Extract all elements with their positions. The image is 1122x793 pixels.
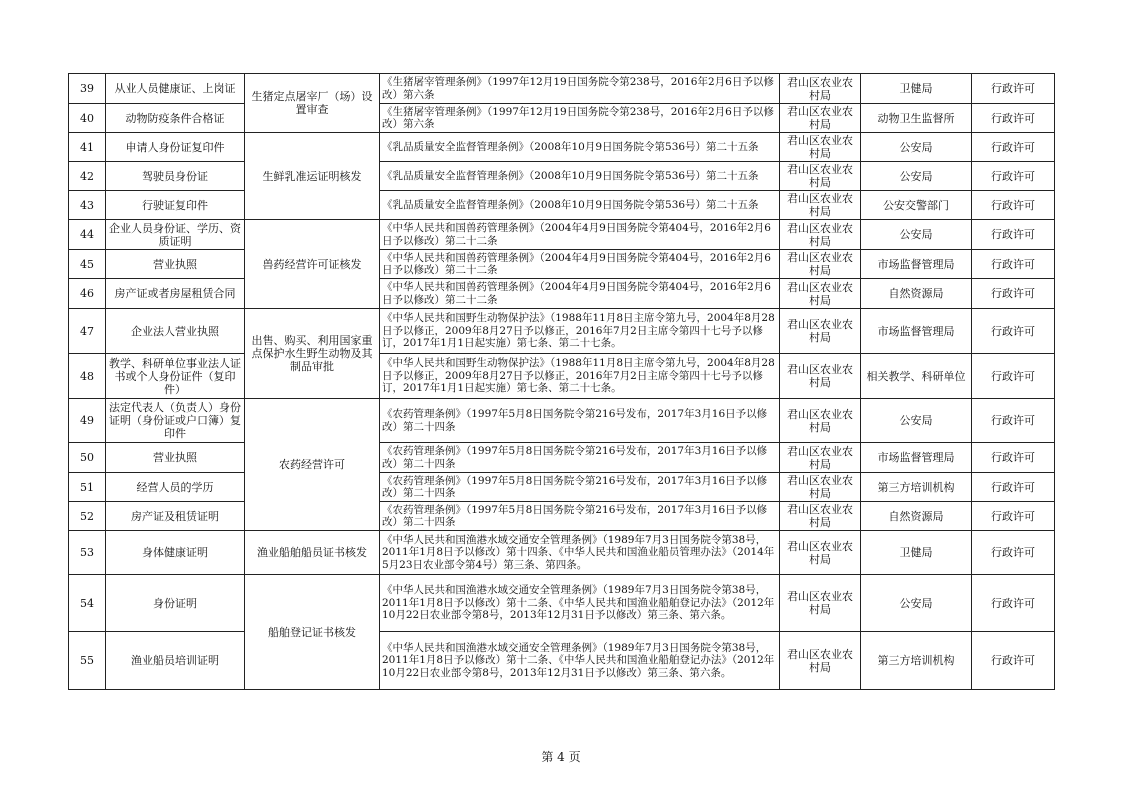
row-number: 43: [69, 191, 106, 220]
row-number: 54: [69, 575, 106, 632]
table-row: [69, 502, 1055, 531]
type-cell: 行政许可: [972, 309, 1055, 354]
table-row: [69, 632, 1055, 690]
table-row: [69, 220, 1055, 250]
basis-cell: 《中华人民共和国渔港水域交通安全管理条例》（1989年7月3日国务院令第38号，2011年1月8日予以修改）第十二条、《中华人民共和国渔业船舶登记办法》（2012年10月22日农业部令第8号，2013年12月31日予以修改）第三条、第六条。: [380, 632, 780, 690]
item-cell: 生猪定点屠宰厂（场）设置审查: [245, 74, 380, 133]
table-row: [69, 279, 1055, 309]
basis-cell: 《农药管理条例》（1997年5月8日国务院令第216号发布，2017年3月16日予以修改）第二十四条: [380, 473, 780, 502]
row-number: 51: [69, 473, 106, 502]
dept-cell: 市场监督管理局: [861, 443, 972, 473]
type-cell: 行政许可: [972, 162, 1055, 191]
type-cell: 行政许可: [972, 443, 1055, 473]
material-cell: 企业法人营业执照: [106, 309, 245, 354]
material-cell: 房产证及租赁证明: [106, 502, 245, 531]
item-cell: 出售、购买、利用国家重点保护水生野生动物及其制品审批: [245, 309, 380, 399]
dept-cell: 自然资源局: [861, 279, 972, 309]
org-cell: 君山区农业农村局: [780, 309, 861, 354]
org-cell: 君山区农业农村局: [780, 250, 861, 279]
table-row: [69, 399, 1055, 443]
type-cell: 行政许可: [972, 191, 1055, 220]
basis-cell: 《中华人民共和国兽药管理条例》（2004年4月9日国务院令第404号，2016年2月6日予以修改）第二十二条: [380, 220, 780, 250]
row-number: 44: [69, 220, 106, 250]
basis-cell: 《乳品质量安全监督管理条例》（2008年10月9日国务院令第536号）第二十五条: [380, 162, 780, 191]
material-cell: 企业人员身份证、学历、资质证明: [106, 220, 245, 250]
org-cell: 君山区农业农村局: [780, 354, 861, 399]
table-row: [69, 133, 1055, 162]
item-cell: 兽药经营许可证核发: [245, 220, 380, 309]
basis-cell: 《乳品质量安全监督管理条例》（2008年10月9日国务院令第536号）第二十五条: [380, 191, 780, 220]
table-row: [69, 531, 1055, 575]
basis-cell: 《中华人民共和国野生动物保护法》（1988年11月8日主席令第九号，2004年8月28日予以修正，2009年8月27日予以修正，2016年7月2日主席令第四十七号予以修订，2017年1月1日起实施）第七条、第二十七条。: [380, 354, 780, 399]
basis-cell: 《农药管理条例》（1997年5月8日国务院令第216号发布，2017年3月16日予以修改）第二十四条: [380, 502, 780, 531]
item-cell: 农药经营许可: [245, 399, 380, 531]
material-cell: 从业人员健康证、上岗证: [106, 74, 245, 104]
org-cell: 君山区农业农村局: [780, 531, 861, 575]
type-cell: 行政许可: [972, 220, 1055, 250]
basis-cell: 《中华人民共和国兽药管理条例》（2004年4月9日国务院令第404号，2016年2月6日予以修改）第二十二条: [380, 250, 780, 279]
material-cell: 驾驶员身份证: [106, 162, 245, 191]
type-cell: 行政许可: [972, 133, 1055, 162]
org-cell: 君山区农业农村局: [780, 133, 861, 162]
item-cell: 生鲜乳准运证明核发: [245, 133, 380, 220]
row-number: 53: [69, 531, 106, 575]
type-cell: 行政许可: [972, 575, 1055, 632]
dept-cell: 卫健局: [861, 74, 972, 104]
org-cell: 君山区农业农村局: [780, 443, 861, 473]
row-number: 42: [69, 162, 106, 191]
dept-cell: 自然资源局: [861, 502, 972, 531]
material-cell: 经营人员的学历: [106, 473, 245, 502]
row-number: 50: [69, 443, 106, 473]
type-cell: 行政许可: [972, 531, 1055, 575]
material-cell: 申请人身份证复印件: [106, 133, 245, 162]
material-cell: 身份证明: [106, 575, 245, 632]
org-cell: 君山区农业农村局: [780, 74, 861, 104]
type-cell: 行政许可: [972, 279, 1055, 309]
basis-cell: 《乳品质量安全监督管理条例》（2008年10月9日国务院令第536号）第二十五条: [380, 133, 780, 162]
basis-cell: 《中华人民共和国兽药管理条例》（2004年4月9日国务院令第404号，2016年2月6日予以修改）第二十二条: [380, 279, 780, 309]
basis-cell: 《农药管理条例》（1997年5月8日国务院令第216号发布，2017年3月16日予以修改）第二十四条: [380, 399, 780, 443]
type-cell: 行政许可: [972, 250, 1055, 279]
material-cell: 渔业船员培训证明: [106, 632, 245, 690]
dept-cell: 公安局: [861, 575, 972, 632]
material-cell: 房产证或者房屋租赁合同: [106, 279, 245, 309]
basis-cell: 《生猪屠宰管理条例》（1997年12月19日国务院令第238号，2016年2月6日予以修改）第六条: [380, 74, 780, 104]
row-number: 55: [69, 632, 106, 690]
dept-cell: 相关教学、科研单位: [861, 354, 972, 399]
row-number: 40: [69, 104, 106, 133]
row-number: 45: [69, 250, 106, 279]
table-row: [69, 443, 1055, 473]
type-cell: 行政许可: [972, 632, 1055, 690]
table-row: [69, 104, 1055, 133]
table-row: [69, 473, 1055, 502]
item-cell: 渔业船舶船员证书核发: [245, 531, 380, 575]
org-cell: 君山区农业农村局: [780, 162, 861, 191]
org-cell: 君山区农业农村局: [780, 399, 861, 443]
row-number: 46: [69, 279, 106, 309]
basis-cell: 《中华人民共和国渔港水域交通安全管理条例》（1989年7月3日国务院令第38号，2011年1月8日予以修改）第十二条、《中华人民共和国渔业船舶登记办法》（2012年10月22日农业部令第8号，2013年12月31日予以修改）第三条、第六条。: [380, 575, 780, 632]
type-cell: 行政许可: [972, 473, 1055, 502]
type-cell: 行政许可: [972, 354, 1055, 399]
table-row: [69, 162, 1055, 191]
basis-cell: 《中华人民共和国野生动物保护法》（1988年11月8日主席令第九号，2004年8月28日予以修正，2009年8月27日予以修正，2016年7月2日主席令第四十七号予以修订，2017年1月1日起实施）第七条、第二十七条。: [380, 309, 780, 354]
dept-cell: 卫健局: [861, 531, 972, 575]
materials-table: [68, 73, 1055, 690]
row-number: 52: [69, 502, 106, 531]
table-row: [69, 309, 1055, 354]
table-row: [69, 575, 1055, 632]
org-cell: 君山区农业农村局: [780, 191, 861, 220]
table-row: [69, 250, 1055, 279]
dept-cell: 第三方培训机构: [861, 632, 972, 690]
material-cell: 法定代表人（负责人）身份证明（身份证或户口簿）复印件: [106, 399, 245, 443]
dept-cell: 公安局: [861, 162, 972, 191]
org-cell: 君山区农业农村局: [780, 220, 861, 250]
dept-cell: 第三方培训机构: [861, 473, 972, 502]
org-cell: 君山区农业农村局: [780, 279, 861, 309]
org-cell: 君山区农业农村局: [780, 502, 861, 531]
basis-cell: 《中华人民共和国渔港水域交通安全管理条例》（1989年7月3日国务院令第38号，2011年1月8日予以修改）第十四条、《中华人民共和国渔业船员管理办法》（2014年5月23日农业部令第4号）第三条、第四条。: [380, 531, 780, 575]
dept-cell: 动物卫生监督所: [861, 104, 972, 133]
table-row: [69, 354, 1055, 399]
dept-cell: 公安交警部门: [861, 191, 972, 220]
item-cell: 船舶登记证书核发: [245, 575, 380, 690]
dept-cell: 公安局: [861, 220, 972, 250]
dept-cell: 市场监督管理局: [861, 309, 972, 354]
table-row: [69, 74, 1055, 104]
org-cell: 君山区农业农村局: [780, 575, 861, 632]
basis-cell: 《生猪屠宰管理条例》（1997年12月19日国务院令第238号，2016年2月6日予以修改）第六条: [380, 104, 780, 133]
row-number: 48: [69, 354, 106, 399]
row-number: 41: [69, 133, 106, 162]
row-number: 39: [69, 74, 106, 104]
row-number: 49: [69, 399, 106, 443]
dept-cell: 市场监督管理局: [861, 250, 972, 279]
dept-cell: 公安局: [861, 399, 972, 443]
material-cell: 身体健康证明: [106, 531, 245, 575]
material-cell: 营业执照: [106, 443, 245, 473]
org-cell: 君山区农业农村局: [780, 104, 861, 133]
org-cell: 君山区农业农村局: [780, 473, 861, 502]
type-cell: 行政许可: [972, 74, 1055, 104]
row-number: 47: [69, 309, 106, 354]
type-cell: 行政许可: [972, 104, 1055, 133]
material-cell: 教学、科研单位事业法人证书或个人身份证件（复印件）: [106, 354, 245, 399]
type-cell: 行政许可: [972, 399, 1055, 443]
material-cell: 营业执照: [106, 250, 245, 279]
table-row: [69, 191, 1055, 220]
material-cell: 动物防疫条件合格证: [106, 104, 245, 133]
type-cell: 行政许可: [972, 502, 1055, 531]
org-cell: 君山区农业农村局: [780, 632, 861, 690]
basis-cell: 《农药管理条例》（1997年5月8日国务院令第216号发布，2017年3月16日予以修改）第二十四条: [380, 443, 780, 473]
page-number: 第 4 页: [541, 750, 581, 764]
material-cell: 行驶证复印件: [106, 191, 245, 220]
dept-cell: 公安局: [861, 133, 972, 162]
